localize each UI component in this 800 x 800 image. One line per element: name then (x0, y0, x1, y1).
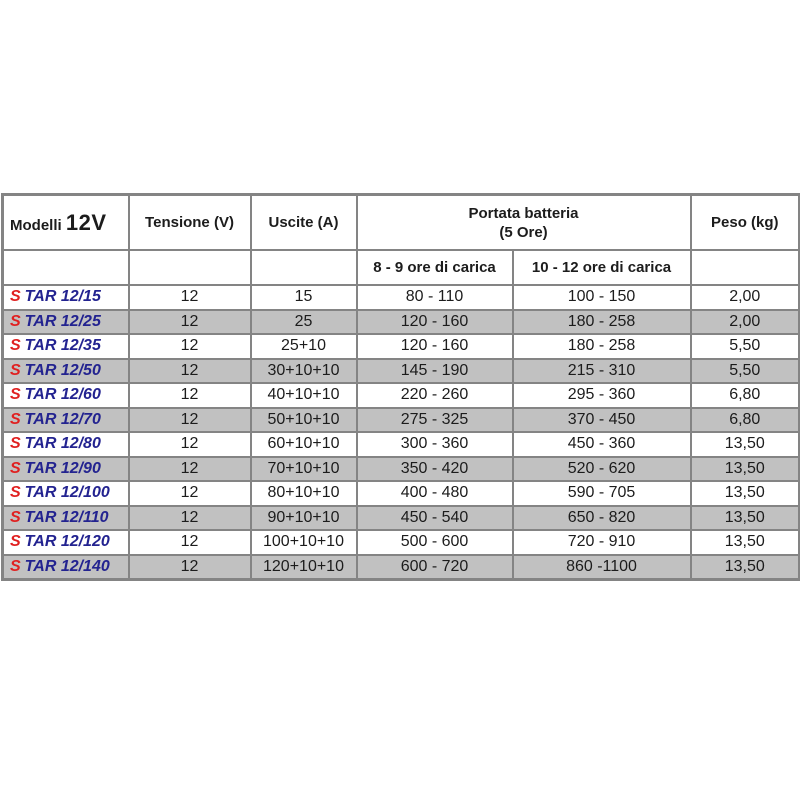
carica-10-12-cell: 650 - 820 (513, 506, 691, 531)
model-prefix: S (10, 410, 21, 428)
uscite-cell: 80+10+10 (251, 481, 357, 506)
table-row (3, 285, 800, 310)
tensione-cell: 12 (129, 359, 251, 384)
model-prefix: S (10, 312, 21, 330)
uscite-cell: 30+10+10 (251, 359, 357, 384)
tensione-cell: 12 (129, 432, 251, 457)
model-name: TAR 12/50 (24, 361, 101, 379)
model-prefix: S (10, 337, 21, 355)
carica-8-9-cell: 500 - 600 (357, 530, 513, 555)
table-body (3, 285, 800, 580)
carica-8-9-cell: 400 - 480 (357, 481, 513, 506)
carica-10-12-cell: 450 - 360 (513, 432, 691, 457)
peso-cell: 13,50 (691, 506, 800, 531)
model-cell (3, 285, 129, 310)
header-tensione: Tensione (V) (129, 195, 251, 251)
model-prefix: S (10, 459, 21, 477)
header-row-sub (3, 250, 800, 285)
tensione-cell: 12 (129, 530, 251, 555)
carica-8-9-cell: 120 - 160 (357, 334, 513, 359)
tensione-cell: 12 (129, 408, 251, 433)
peso-cell: 6,80 (691, 383, 800, 408)
tensione-cell: 12 (129, 285, 251, 310)
header-modelli-voltage: 12V (65, 209, 107, 235)
carica-8-9-cell: 220 - 260 (357, 383, 513, 408)
peso-cell: 13,50 (691, 481, 800, 506)
table-row (3, 530, 800, 555)
tensione-cell: 12 (129, 506, 251, 531)
model-prefix: S (10, 288, 21, 306)
model-prefix: S (10, 484, 21, 502)
carica-8-9-cell: 145 - 190 (357, 359, 513, 384)
model-name: TAR 12/100 (24, 484, 110, 502)
carica-10-12-cell: 370 - 450 (513, 408, 691, 433)
table-row (3, 432, 800, 457)
model-name: TAR 12/35 (24, 337, 101, 355)
battery-spec-table-container (1, 193, 798, 581)
model-prefix: S (10, 435, 21, 453)
tensione-cell: 12 (129, 383, 251, 408)
model-name: TAR 12/120 (24, 533, 110, 551)
uscite-cell: 100+10+10 (251, 530, 357, 555)
model-name: TAR 12/60 (24, 386, 101, 404)
uscite-cell: 40+10+10 (251, 383, 357, 408)
model-cell (3, 310, 129, 335)
header-portata-line1: Portata batteria (468, 204, 579, 222)
carica-10-12-cell: 860 -1100 (513, 555, 691, 580)
peso-cell: 2,00 (691, 310, 800, 335)
table-row (3, 457, 800, 482)
tensione-cell: 12 (129, 310, 251, 335)
peso-cell: 13,50 (691, 457, 800, 482)
carica-10-12-cell: 720 - 910 (513, 530, 691, 555)
model-cell (3, 555, 129, 580)
peso-cell: 13,50 (691, 432, 800, 457)
uscite-cell: 25 (251, 310, 357, 335)
carica-8-9-cell: 450 - 540 (357, 506, 513, 531)
table-row (3, 334, 800, 359)
peso-cell: 2,00 (691, 285, 800, 310)
model-name: TAR 12/140 (24, 557, 110, 575)
uscite-cell: 15 (251, 285, 357, 310)
model-prefix: S (10, 508, 21, 526)
model-name: TAR 12/15 (24, 288, 101, 306)
uscite-cell: 50+10+10 (251, 408, 357, 433)
model-prefix: S (10, 533, 21, 551)
header-empty-modelli (3, 250, 129, 285)
peso-cell: 5,50 (691, 334, 800, 359)
model-name: TAR 12/70 (24, 410, 101, 428)
model-prefix: S (10, 386, 21, 404)
model-cell (3, 481, 129, 506)
header-peso: Peso (kg) (691, 195, 800, 251)
header-empty-peso (691, 250, 800, 285)
peso-cell: 6,80 (691, 408, 800, 433)
carica-10-12-cell: 520 - 620 (513, 457, 691, 482)
header-modelli-label: Modelli (10, 216, 62, 234)
tensione-cell: 12 (129, 481, 251, 506)
carica-10-12-cell: 215 - 310 (513, 359, 691, 384)
model-cell (3, 457, 129, 482)
model-cell (3, 383, 129, 408)
carica-8-9-cell: 350 - 420 (357, 457, 513, 482)
model-name: TAR 12/80 (24, 435, 101, 453)
header-row-main (3, 195, 800, 251)
tensione-cell: 12 (129, 457, 251, 482)
model-cell (3, 408, 129, 433)
header-empty-uscite (251, 250, 357, 285)
carica-10-12-cell: 180 - 258 (513, 310, 691, 335)
carica-10-12-cell: 590 - 705 (513, 481, 691, 506)
uscite-cell: 25+10 (251, 334, 357, 359)
carica-10-12-cell: 295 - 360 (513, 383, 691, 408)
table-row (3, 555, 800, 580)
peso-cell: 5,50 (691, 359, 800, 384)
table-row (3, 383, 800, 408)
model-cell (3, 530, 129, 555)
uscite-cell: 70+10+10 (251, 457, 357, 482)
model-name: TAR 12/110 (24, 508, 109, 526)
model-prefix: S (10, 557, 21, 575)
uscite-cell: 60+10+10 (251, 432, 357, 457)
model-prefix: S (10, 361, 21, 379)
header-modelli (3, 195, 129, 251)
header-empty-tensione (129, 250, 251, 285)
carica-8-9-cell: 275 - 325 (357, 408, 513, 433)
tensione-cell: 12 (129, 555, 251, 580)
model-name: TAR 12/90 (24, 459, 101, 477)
header-uscite: Uscite (A) (251, 195, 357, 251)
header-sub-10-12-ore: 10 - 12 ore di carica (513, 250, 691, 285)
header-portata-line2: (5 Ore) (499, 223, 548, 241)
peso-cell: 13,50 (691, 530, 800, 555)
carica-8-9-cell: 80 - 110 (357, 285, 513, 310)
model-cell (3, 334, 129, 359)
carica-8-9-cell: 300 - 360 (357, 432, 513, 457)
table-header (3, 195, 800, 286)
carica-8-9-cell: 600 - 720 (357, 555, 513, 580)
uscite-cell: 90+10+10 (251, 506, 357, 531)
peso-cell: 13,50 (691, 555, 800, 580)
carica-10-12-cell: 180 - 258 (513, 334, 691, 359)
uscite-cell: 120+10+10 (251, 555, 357, 580)
model-cell (3, 432, 129, 457)
header-sub-8-9-ore: 8 - 9 ore di carica (357, 250, 513, 285)
model-cell (3, 506, 129, 531)
header-portata-batteria (357, 195, 691, 251)
tensione-cell: 12 (129, 334, 251, 359)
table-row (3, 310, 800, 335)
carica-10-12-cell: 100 - 150 (513, 285, 691, 310)
battery-spec-table (1, 193, 800, 581)
carica-8-9-cell: 120 - 160 (357, 310, 513, 335)
model-name: TAR 12/25 (24, 312, 101, 330)
table-row (3, 481, 800, 506)
model-cell (3, 359, 129, 384)
table-row (3, 408, 800, 433)
table-row (3, 359, 800, 384)
table-row (3, 506, 800, 531)
